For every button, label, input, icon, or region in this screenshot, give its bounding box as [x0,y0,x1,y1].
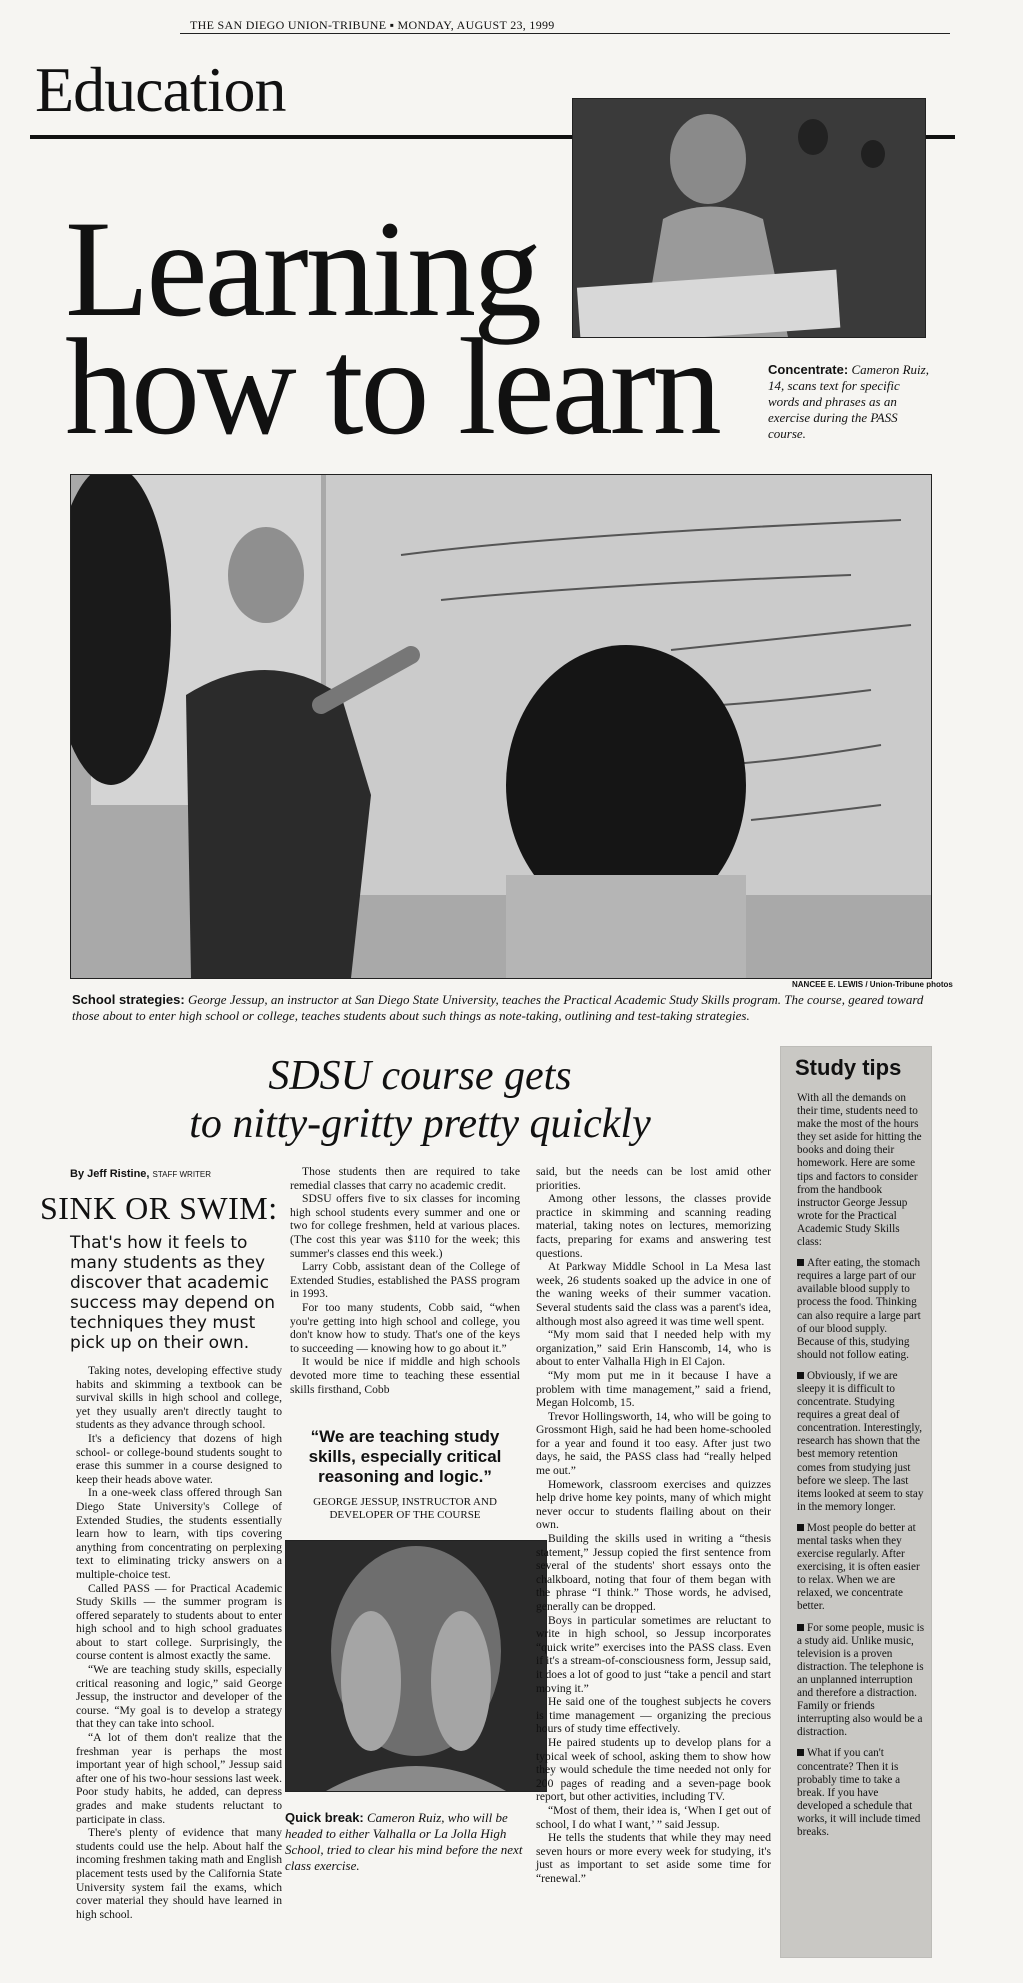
paragraph: Building the skills used in writing a “thesis statement,” Jessup copied the first sentence from several of the students' short essays onto the chalkboard, noting that four of them began with the phrase “I think.” Those words, he advised, generally can be dropped. [536,1532,771,1613]
paragraph: “Most of them, their idea is, ‘When I get out of school, I do what I want,’ ” said Jessup. [536,1803,771,1831]
paragraph: Taking notes, developing effective study habits and skimming a textbook can be survival skills in high school and college, yet they usually aren't directly taught to students as they advance through school. [76,1364,282,1432]
paragraph: Trevor Hollingsworth, 14, who will be going to Grossmont High, said he had been home-schooled for a year and found it too easy. After just two days, he said, the PASS class had “really helped me out.” [536,1409,771,1478]
paragraph: There's plenty of evidence that many students could use the help. About half the incoming freshmen taking math and English placement tests used by the California State University system fail the exams, which cover material they should have learned in high school. [76,1826,282,1921]
caption-main-label: School strategies: [72,992,185,1007]
caption-inset-label: Quick break: [285,1810,364,1825]
sidebar-tip: Obviously, if we are sleepy it is difficult to concentrate. Studying requires a great deal of concentration. Interestingly, research has shown that the best memory retention comes from studying just before we sleep. The last items looked at seem to stay in the memory longer. [797,1369,924,1513]
bullet-square-icon [797,1624,804,1631]
paragraph: For too many students, Cobb said, “when you're getting into high school and college, you don't know how to study. That's one of the keys to succeeding — knowing how to go about it.” [290,1300,520,1355]
sidebar-tip: After eating, the stomach requires a large part of our available blood supply to process the food. Thinking can also require a large part of our blood supply. Because of this, studying should not follow eating. [797,1257,921,1361]
paragraph: It's a deficiency that dozens of high school- or college-bound students sought to erase this summer in a course designed to keep their heads above water. [76,1431,282,1486]
story-headline-line-1: SDSU course gets [268,1053,572,1099]
body-column-2 [290,1165,520,1396]
caption-top [768,362,933,442]
body-column-1 [76,1364,282,1921]
sidebar-tip: Most people do better at mental tasks when they exercise regularly. After exercising, it is often easier to relax. When we are relaxed, we concentrate better. [797,1521,920,1613]
story-headline [150,1052,690,1148]
sidebar-intro: With all the demands on their time, students need to make the most of the hours they set aside for hitting the books and doing their homework. Here are some tips and factors to consider from the handbook instructor George Jessup wrote for the Practical Academic Study Skills class: [797,1092,922,1249]
paragraph: “My mom put me in it because I have a problem with time management,” said a friend, Megan Holcomb, 15. [536,1368,771,1410]
paragraph: Called PASS — for Practical Academic Study Skills — the summer program is offered separately to students about to enter high school and to high school graduates about to start college. Surprisingly, the course content is almost exactly the same. [76,1581,282,1663]
section-title: Education [35,54,286,125]
byline-title: STAFF WRITER [152,1170,212,1179]
paragraph: He paired students up to develop plans for a typical week of school, asking them to show how they would schedule the time needed not only for 200 pages of reading and a seven-page book report, but other activities, including TV. [536,1735,771,1804]
caption-inset-text: Cameron Ruiz, who will be headed to either Valhalla or La Jolla High School, tried to clear his mind before the next class exercise. [285,1810,523,1873]
paragraph: “We are teaching study skills, especially critical reasoning and logic,” said George Jessup, the instructor and developer of the course. “My goal is to develop a strategy that they can take into school. [76,1663,282,1731]
paragraph: “A lot of them don't realize that the freshman year is perhaps the most important year of high school,” Jessup said after one of his two-hour sessions last week. Poor study habits, he added, can depress grades and make students reluctant to participate in class. [76,1731,282,1826]
pull-quote-attribution: GEORGE JESSUP, INSTRUCTOR AND DEVELOPER OF THE COURSE [313,1496,497,1521]
classroom-whiteboard-illustration [71,475,931,978]
bullet-square-icon [797,1749,804,1756]
paragraph: said, but the needs can be lost amid other priorities. [536,1165,771,1192]
paragraph: Among other lessons, the classes provide practice in skimming and scanning reading material, taking notes on lectures, memorizing facts, preparing for exams and answering test questions. [536,1192,771,1260]
headline [65,192,719,463]
kicker: SINK OR SWIM: [40,1190,278,1226]
caption-top-text: Cameron Ruiz, 14, scans text for specific words and phrases as an exercise during the PASS course. [768,362,929,441]
caption-main-text: George Jessup, an instructor at San Diego State University, teaches the Practical Academic Study Skills program. The course, geared toward those about to enter high school or college, teaches students about such things as note-taking, outlining and test-taking strategies. [72,992,924,1023]
caption-main [72,992,932,1024]
masthead: THE SAN DIEGO UNION-TRIBUNE ▪ MONDAY, AUGUST 23, 1999 [190,18,555,32]
paragraph: Homework, classroom exercises and quizzes help drive home key points, many of which might never occur to students flailing about on their own. [536,1477,771,1532]
sidebar-tip: For some people, music is a study aid. Unlike music, television is a proven distraction. The telephone is an unplanned interruption and therefore a distraction. Family or friends interrupting also would be a distraction. [797,1621,925,1739]
paragraph: In a one-week class offered through San Diego State University's College of Extended Studies, the students essentially learn how to learn, with tips covering anything from concentrating on perplexing text to eliminating tricky answers on a multiple-choice test. [76,1486,282,1581]
bullet-square-icon [797,1372,804,1379]
story-headline-line-2: to nitty-gritty pretty quickly [189,1101,651,1147]
paragraph: He said one of the toughest subjects he covers is time management — organizing the precious hours of study time effectively. [536,1695,771,1736]
masthead-rule [180,33,950,34]
headline-line-2: how to learn [65,310,719,463]
caption-inset [285,1810,547,1874]
cameron-ruiz-quick-break-photo [285,1540,547,1792]
pull-quote: “We are teaching study skills, especially critical reasoning and logic.” [308,1427,502,1486]
paragraph: He tells the students that while they may need seven hours or more every week for studying, it's just as important to set aside some time for “renewal.” [536,1831,771,1885]
byline-name: By Jeff Ristine, [70,1168,150,1180]
caption-top-label: Concentrate: [768,362,849,377]
photo-credit: NANCEE E. LEWIS / Union-Tribune photos [792,980,953,989]
bullet-square-icon [797,1524,804,1531]
lede: That's how it feels to many students as they discover that academic success may depend on techniques they must pick up on their own. [70,1233,275,1353]
paragraph: Larry Cobb, assistant dean of the College of Extended Studies, established the PASS program in 1993. [290,1260,520,1301]
sidebar-title: Study tips [795,1055,902,1080]
sidebar-tip: What if you can't concentrate? Then it is probably time to take a break. If you have developed a schedule that works, it will include timed breaks. [797,1747,921,1838]
paragraph: It would be nice if middle and high schools devoted more time to teaching these essential skills firsthand, Cobb [290,1355,520,1396]
sidebar-body [797,1092,925,1847]
hands-on-face-illustration [286,1541,546,1791]
george-jessup-teaching-photo [70,474,932,979]
paragraph: Those students then are required to take remedial classes that carry no academic credit. [290,1165,520,1192]
paragraph: SDSU offers five to six classes for incoming high school students every summer and one or two for college freshmen, held at various places. (The cost this year was $110 for the week; this summer's classes end this week.) [290,1192,520,1260]
body-column-3 [536,1165,771,1885]
paragraph: Boys in particular sometimes are reluctant to write in high school, so Jessup incorporates “quick write” exercises into the PASS class. Even if it's a stream-of-consciousness form, Jessup said, it does a lot of good to just “take a pencil and start moving it.” [536,1613,771,1695]
byline [70,1168,211,1180]
paragraph: “My mom said that I needed help with my organization,” said Erin Hanscomb, 14, who is about to enter Valhalla High in El Cajon. [536,1328,771,1369]
headline-line-1: Learning [65,192,540,345]
paragraph: At Parkway Middle School in La Mesa last week, 26 students soaked up the advice in one of the waning weeks of their summer vacation. Several students said the class was a parent's idea, although most also agreed it was time well spent. [536,1260,771,1328]
bullet-square-icon [797,1259,804,1266]
